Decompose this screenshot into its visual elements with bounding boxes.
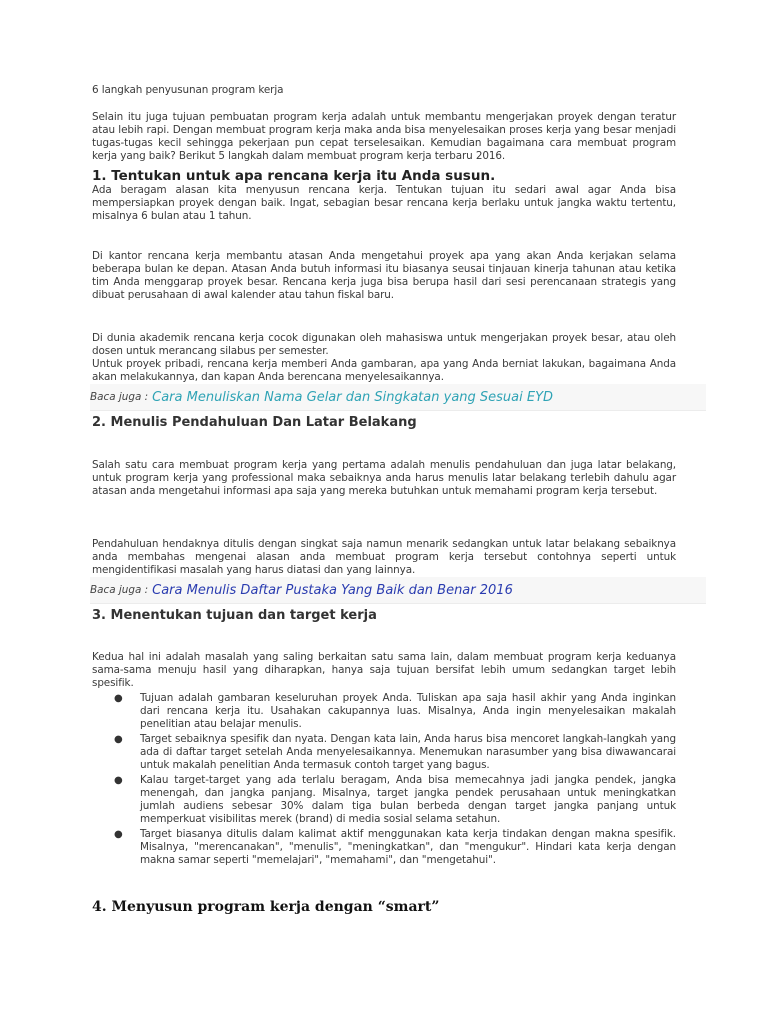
baca-juga-link-1[interactable]: Cara Menuliskan Nama Gelar dan Singkatan yang Sesuai EYD — [152, 389, 554, 405]
list-item-text: Tujuan adalah gambaran keseluruhan proyek Anda. Tuliskan apa saja hasil akhir yang Anda inginkan dari rencana kerja itu. Usahakan cakupannya luas. Misalnya, Anda ingin menyelesaikan makalah penelitian atau belajar menulis. — [140, 692, 676, 730]
section2-paragraph-2: Pendahuluan hendaknya ditulis dengan singkat saja namun menarik sedangkan untuk latar belakang sebaiknya anda membahas mengenai alasan anda membuat program kerja tersebut contohnya seperti untuk mengidentifikasi masalah yang harus diatasi dan yang lainnya. — [92, 538, 676, 576]
baca-juga-box-1 — [90, 384, 706, 411]
bullet-icon: ● — [114, 734, 123, 745]
list-item-text: Target sebaiknya spesifik dan nyata. Dengan kata lain, Anda harus bisa mencoret langkah-langkah yang ada di daftar target setelah Anda menyelesaikannya. Menemukan narasumber yang bisa diwawancarai untuk makalah penelitian Anda termasuk contoh target yang bagus. — [140, 733, 676, 771]
list-item-text: Kalau target-target yang ada terlalu beragam, Anda bisa memecahnya jadi jangka pendek, jangka menengah, dan jangka panjang. Misalnya, target jangka pendek perusahaan untuk meningkatkan jumlah audiens sebesar 30% dalam tiga bulan berbeda dengan target jangka panjang untuk memperkuat visibilitas merek (brand) di media sosial selama setahun. — [140, 774, 676, 825]
section3-heading: 3. Menentukan tujuan dan target kerja — [92, 608, 377, 623]
intro-paragraph: Selain itu juga tujuan pembuatan program kerja adalah untuk membantu mengerjakan proyek dengan teratur atau lebih rapi. Dengan membuat program kerja maka anda bisa menyelesaikan proses kerja yang besar menjadi tugas-tugas kecil sehingga pekerjaan pun cepat terselesaikan. Kemudian bagaimana cara membuat program kerja yang baik? Berikut 5 langkah dalam membuat program kerja terbaru 2016. — [92, 111, 676, 162]
list-item-text: Target biasanya ditulis dalam kalimat aktif menggunakan kata kerja tindakan dengan makna spesifik. Misalnya, "merencanakan", "menulis", "meningkatkan", dan "mengukur". Hindari kata kerja dengan makna samar seperti "memelajari", "memahami", dan "mengetahui". — [140, 828, 676, 866]
bullet-icon: ● — [114, 829, 123, 840]
list-item — [92, 774, 676, 826]
section1-paragraph-3: Di dunia akademik rencana kerja cocok digunakan oleh mahasiswa untuk mengerjakan proyek besar, atau oleh dosen untuk merancang silabus per semester. — [92, 332, 676, 357]
section2-paragraph-1: Salah satu cara membuat program kerja yang pertama adalah menulis pendahuluan dan juga latar belakang, untuk program kerja yang professional maka sebaiknya anda harus menulis latar belakang terlebih dahulu agar atasan anda mengetahui informasi apa saja yang mereka butuhkan untuk memahami program kerja tersebut. — [92, 459, 676, 497]
list-item — [92, 692, 676, 731]
baca-juga-label: Baca juga : — [90, 584, 149, 596]
section2-heading: 2. Menulis Pendahuluan Dan Latar Belakang — [92, 415, 417, 430]
baca-juga-label: Baca juga : — [90, 391, 149, 403]
section3-bullet-list — [92, 692, 676, 867]
section1-paragraph-4: Untuk proyek pribadi, rencana kerja memberi Anda gambaran, apa yang Anda berniat lakukan, bagaimana Anda akan melakukannya, dan kapan Anda berencana menyelesaikannya. — [92, 358, 676, 383]
baca-juga-box-2 — [90, 577, 706, 604]
list-item — [92, 828, 676, 867]
section1-heading: 1. Tentukan untuk apa rencana kerja itu Anda susun. — [92, 168, 496, 184]
section4-heading: 4. Menyusun program kerja dengan “smart” — [92, 899, 440, 915]
intro-title: 6 langkah penyusunan program kerja — [92, 84, 284, 96]
section1-paragraph-1: Ada beragam alasan kita menyusun rencana kerja. Tentukan tujuan itu sedari awal agar Anda bisa mempersiapkan proyek dengan baik. Ingat, sebagian besar rencana kerja berlaku untuk jangka waktu tertentu, misalnya 6 bulan atau 1 tahun. — [92, 184, 676, 222]
baca-juga-link-2[interactable]: Cara Menulis Daftar Pustaka Yang Baik dan Benar 2016 — [152, 582, 513, 598]
section1-paragraph-2: Di kantor rencana kerja membantu atasan Anda mengetahui proyek apa yang akan Anda kerjakan selama beberapa bulan ke depan. Atasan Anda butuh informasi itu biasanya seusai tinjauan kinerja tahunan atau ketika tim Anda menggarap proyek besar. Rencana kerja juga bisa berupa hasil dari sesi perencanaan strategis yang dibuat perusahaan di awal kalender atau tahun fiskal baru. — [92, 250, 676, 301]
section3-paragraph-1: Kedua hal ini adalah masalah yang saling berkaitan satu sama lain, dalam membuat program kerja keduanya sama-sama menuju hasil yang diharapkan, hanya saja tujuan bersifat lebih umum sedangkan target lebih spesifik. — [92, 651, 676, 689]
bullet-icon: ● — [114, 775, 123, 786]
list-item — [92, 733, 676, 772]
bullet-icon: ● — [114, 693, 123, 704]
